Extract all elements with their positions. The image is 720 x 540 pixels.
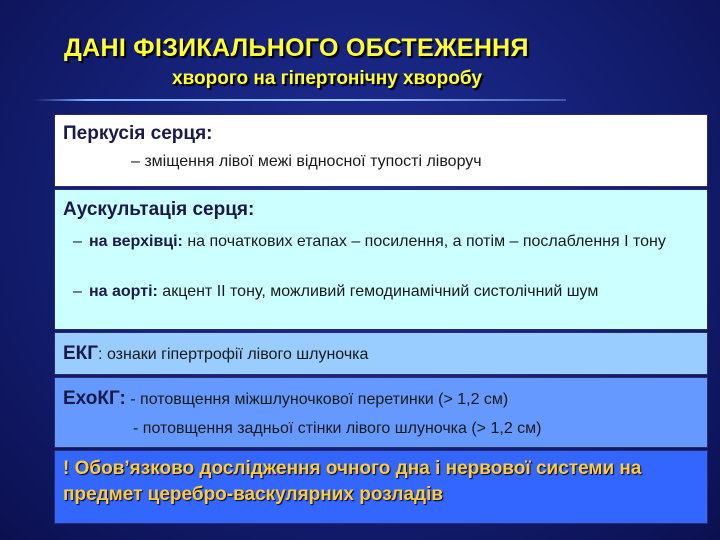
auscultation-item-apex: [73, 231, 693, 252]
note-block: [54, 450, 708, 524]
title-divider: [34, 99, 566, 101]
ecg-label: ЕКГ: [63, 343, 99, 364]
auscultation-heading: Аускультація серця:: [63, 199, 255, 220]
auscultation-item-label: на аорті:: [89, 283, 158, 300]
page-title: ДАНІ ФІЗИКАЛЬНОГО ОБСТЕЖЕННЯ: [64, 34, 529, 62]
percussion-heading: Перкусія серця:: [63, 123, 213, 144]
percussion-finding: – зміщення лівої межі відносної тупості ліворуч: [131, 153, 482, 170]
percussion-block: [54, 114, 708, 187]
ecg-finding: : ознаки гіпертрофії лівого шлуночка: [98, 346, 369, 363]
page-subtitle: хворого на гіпертонічну хворобу: [172, 68, 482, 89]
list-dash: –: [73, 233, 82, 250]
auscultation-item-aorta: [73, 281, 693, 302]
echo-finding-wall: - потовщення задньої стінки лівого шлуночка (> 1,2 см): [133, 420, 542, 437]
auscultation-block: [54, 189, 708, 330]
list-dash: –: [73, 283, 82, 300]
echo-label: ЕхоКГ:: [63, 388, 126, 409]
echo-block: [54, 377, 708, 448]
ecg-block: [54, 332, 708, 375]
auscultation-item-text: акцент ІІ тону, можливий гемодинамічний систолічний шум: [157, 283, 599, 300]
auscultation-item-text: на початкових етапах – посилення, а потім – послаблення І тону: [182, 233, 666, 250]
echo-finding-septum: - потовщення міжшлуночкової перетинки (> 1,2 см): [125, 391, 509, 408]
warning-note: ! Обов’язково дослідження очного дна і нервової системи на предмет церебро-васкулярних розладів: [63, 458, 642, 505]
auscultation-item-label: на верхівці:: [89, 233, 183, 250]
